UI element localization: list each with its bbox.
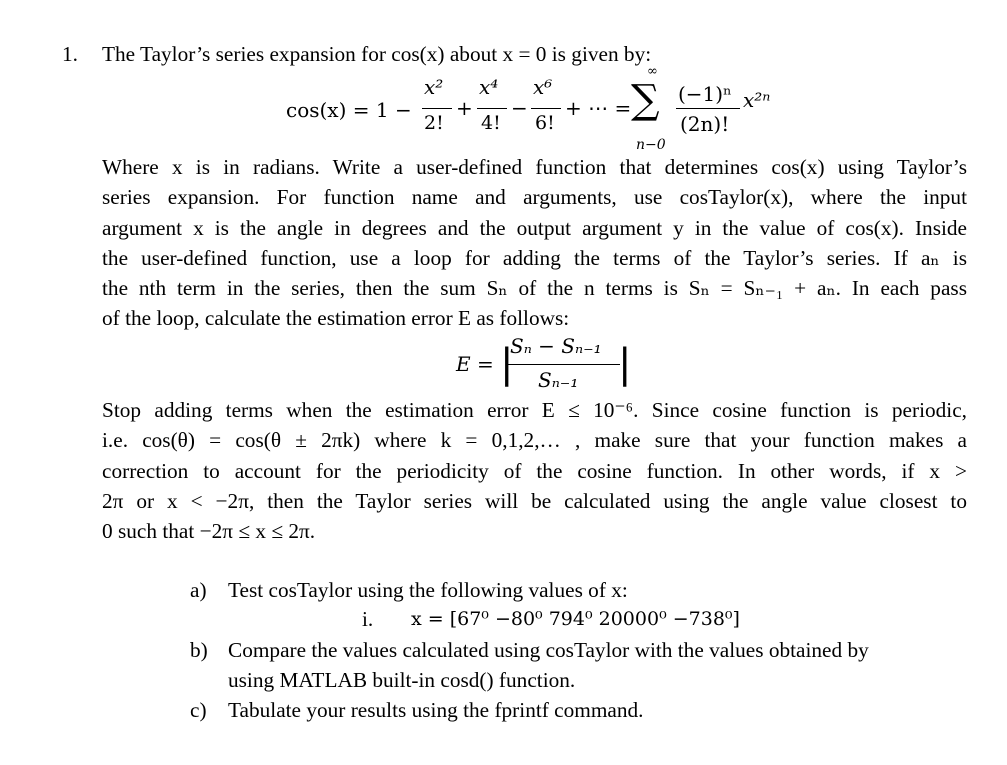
part-b-line-2: using MATLAB built-in cosd() function. [228, 668, 576, 692]
sum-denominator: (2n)! [680, 112, 730, 136]
intro-text: The Taylor’s series expansion for cos(x) about x = 0 is given by: [102, 42, 652, 66]
part-c-label: c) [190, 698, 207, 722]
op-2: − [511, 96, 528, 120]
part-a-i-label: i. [362, 607, 374, 631]
term-3-fraction-bar [531, 108, 561, 109]
equation-lhs: cos(x) = 1 − [286, 98, 412, 122]
stop-line: 2π or x < −2π, then the Taylor series will be calculated using the angle value closest to [102, 488, 967, 513]
term-1-denominator: 2! [424, 112, 444, 134]
part-c-text: Tabulate your results using the fprintf command. [228, 698, 644, 722]
body-line: the user-defined function, use a loop for adding the terms of the Taylor’s series. If aₙ is [102, 245, 967, 270]
part-a-text: Test cosTaylor using the following values of x: [228, 578, 628, 602]
question-number: 1. [62, 42, 78, 66]
part-a-i-text: x = [67⁰ −80⁰ 794⁰ 20000⁰ −738⁰] [411, 608, 740, 630]
part-b-line-1: Compare the values calculated using cosTaylor with the values obtained by [228, 638, 869, 662]
stop-line: correction to account for the periodicity of the cosine function. In other words, if x > [102, 458, 967, 483]
sum-fraction-bar [676, 108, 740, 109]
part-a-label: a) [190, 578, 207, 602]
body-line: Where x is in radians. Write a user-defined function that determines cos(x) using Taylor’s [102, 155, 967, 179]
stop-paragraph [102, 395, 967, 546]
error-denominator: Sₙ₋₁ [538, 368, 579, 392]
op-3: + ⋯ = [565, 96, 632, 120]
sum-numerator: (−1)ⁿ [678, 82, 732, 106]
stop-line: i.e. cos(θ) = cos(θ ± 2πk) where k = 0,1,2,… , make sure that your function makes a [102, 428, 967, 453]
body-line: series expansion. For function name and arguments, use cosTaylor(x), where the input [102, 185, 967, 210]
body-paragraph [102, 152, 967, 334]
abs-bar-right: | [618, 341, 632, 387]
term-3-numerator: x⁶ [533, 75, 553, 99]
abs-bar-left: | [500, 341, 514, 387]
sum-upper-limit: ∞ [647, 64, 658, 79]
stop-line: 0 such that −2π ≤ x ≤ 2π. [102, 519, 316, 544]
error-lhs: E = [456, 352, 494, 376]
part-b-label: b) [190, 638, 208, 662]
sum-lower-limit: n−0 [636, 137, 666, 153]
error-fraction-bar [508, 364, 620, 365]
body-line: the nth term in the series, then the sum Sₙ of the n terms is Sₙ = Sₙ₋₁ + aₙ. In each pass [102, 276, 967, 301]
term-2-fraction-bar [477, 108, 507, 109]
term-2-denominator: 4! [481, 112, 501, 134]
intro-line [102, 42, 651, 67]
term-3-denominator: 6! [535, 112, 555, 134]
sum-tail-power: x²ⁿ [743, 88, 771, 112]
term-1-numerator: x² [424, 75, 444, 99]
summation-sigma: ∑ [631, 77, 660, 123]
error-numerator: Sₙ − Sₙ₋₁ [510, 334, 602, 358]
term-2-numerator: x⁴ [479, 75, 499, 99]
body-line: argument x is the angle in degrees and the output argument y in the value of cos(x). Inside [102, 215, 967, 240]
stop-line: Stop adding terms when the estimation error E ≤ 10⁻⁶. Since cosine function is periodic, [102, 398, 967, 422]
term-1-fraction-bar [422, 108, 452, 109]
body-line: of the loop, calculate the estimation error E as follows: [102, 306, 570, 331]
op-1: + [456, 96, 473, 120]
